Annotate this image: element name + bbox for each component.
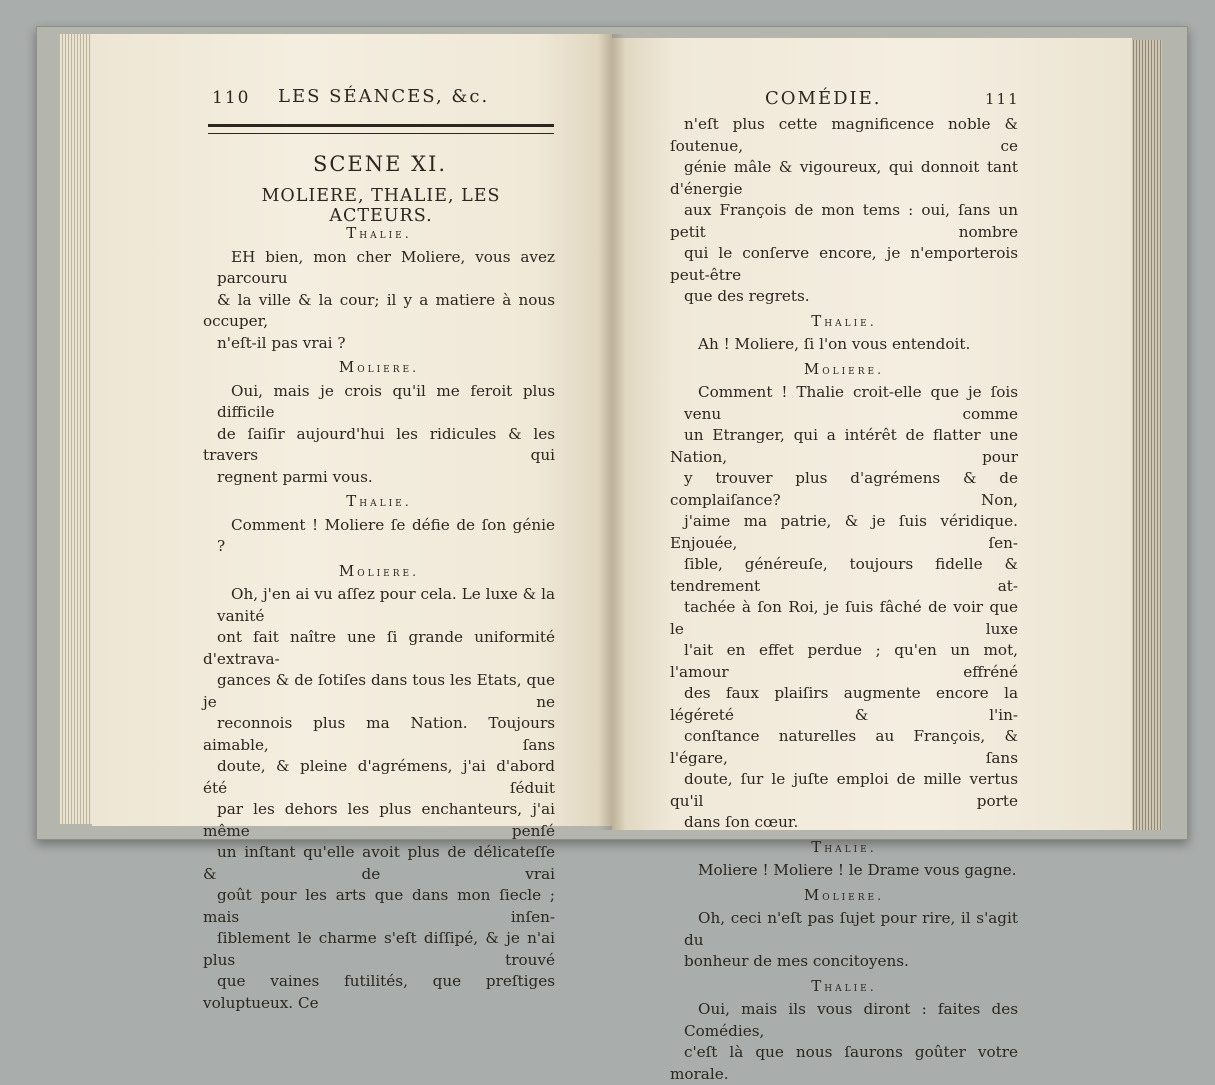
text-line: génie mâle & vigoureux, qui donnoit tant d'énergie bbox=[670, 158, 1018, 198]
speaker-name: Moliere. bbox=[338, 561, 420, 580]
dialogue-paragraph bbox=[670, 334, 1018, 356]
text-line: Comment ! Moliere ſe défie de ſon génie ? bbox=[217, 515, 555, 555]
text-line: ſible, généreuſe, toujours fidelle & tendrement at- bbox=[670, 555, 1018, 595]
text-line: Oh, j'en ai vu aſſez pour cela. Le luxe & la vanité bbox=[217, 585, 555, 625]
text-line: regnent parmi vous. bbox=[217, 467, 373, 486]
text-line: tachée à ſon Roi, je ſuis fâché de voir que le luxe bbox=[670, 598, 1018, 638]
text-line: bonheur de mes concitoyens. bbox=[684, 952, 909, 970]
speaker-name: Thalie. bbox=[811, 311, 877, 330]
text-line: gances & de ſotiſes dans tous les Etats, que je ne bbox=[203, 671, 555, 711]
text-line: aux François de mon tems : oui, ſans un petit nombre bbox=[670, 201, 1018, 241]
right-page-number: 111 bbox=[985, 90, 1020, 108]
text-line: reconnois plus ma Nation. Toujours aimable, ſans bbox=[203, 714, 555, 754]
text-line: des faux plaiſirs augmente encore la légéreté & l'in- bbox=[670, 684, 1018, 724]
text-line: doute, ſur le juſte emploi de mille vertus qu'il porte bbox=[670, 770, 1018, 810]
dialogue-paragraph bbox=[670, 114, 1018, 308]
text-line: EH bien, mon cher Moliere, vous avez parcouru bbox=[217, 247, 555, 287]
dialogue-paragraph bbox=[203, 247, 555, 355]
text-line: ont fait naître une ſi grande uniformité d'extrava- bbox=[203, 628, 555, 668]
text-line: Ah ! Moliere, ſi l'on vous entendoit. bbox=[698, 335, 971, 353]
text-line: dans ſon cœur. bbox=[684, 813, 799, 831]
text-line: un Etranger, qui a intérêt de flatter une Nation, pour bbox=[670, 426, 1018, 466]
text-line: n'eſt plus cette magnificence noble & ſoutenue, ce bbox=[670, 115, 1018, 155]
text-line: un inſtant qu'elle avoit plus de délicateſſe & de vrai bbox=[203, 843, 555, 883]
text-line: goût pour les arts que dans mon ſiecle ; mais inſen- bbox=[203, 886, 555, 926]
heading-rule bbox=[208, 124, 554, 134]
text-line: y trouver plus d'agrémens & de complaiſance? Non, bbox=[670, 469, 1018, 509]
speaker-name: Moliere. bbox=[803, 885, 885, 904]
speaker-name: Thalie. bbox=[811, 837, 877, 856]
cast-list: MOLIERE, THALIE, LES ACTEURS. bbox=[261, 186, 501, 226]
dialogue-paragraph bbox=[670, 999, 1018, 1085]
text-line: conſtance naturelles au François, & l'égare, ſans bbox=[670, 727, 1018, 767]
speaker-name: Moliere. bbox=[803, 359, 885, 378]
text-line: Oh, ceci n'eſt pas ſujet pour rire, il s'agit du bbox=[684, 909, 1018, 949]
text-line: que des regrets. bbox=[684, 287, 810, 305]
dialogue-paragraph bbox=[670, 860, 1018, 882]
text-line: c'eſt là que nous ſaurons goûter votre morale. bbox=[670, 1043, 1018, 1083]
text-line: de ſaiſir aujourd'hui les ridicules & les travers qui bbox=[203, 424, 555, 464]
text-line: l'ait en effet perdue ; qu'en un mot, l'amour effréné bbox=[670, 641, 1018, 681]
text-line: n'eſt-il pas vrai ? bbox=[217, 333, 346, 352]
text-line: Oui, mais je crois qu'il me feroit plus difficile bbox=[217, 381, 555, 421]
speaker-name: Thalie. bbox=[346, 492, 412, 510]
text-line: doute, & pleine d'agrémens, j'ai d'abord été ſéduit bbox=[203, 757, 555, 797]
text-line: ſiblement le charme s'eſt diſſipé, & je n'ai plus trouvé bbox=[203, 929, 555, 969]
speaker-name: Thalie. bbox=[346, 224, 412, 242]
speaker-name: Moliere. bbox=[338, 358, 420, 376]
book-gutter bbox=[598, 34, 626, 830]
text-line: Oui, mais ils vous diront : faites des Comédies, bbox=[684, 1000, 1018, 1040]
text-line: j'aime ma patrie, & je ſuis véridique. Enjouée, ſen- bbox=[670, 512, 1018, 552]
dialogue-paragraph bbox=[670, 382, 1018, 834]
text-line: que vaines futilités, que preſtiges voluptueux. Ce bbox=[203, 972, 555, 1012]
dialogue-paragraph bbox=[203, 515, 555, 558]
right-page-text bbox=[670, 114, 1018, 1085]
text-line: par les dehors les plus enchanteurs, j'ai même penſé bbox=[203, 800, 555, 840]
dialogue-paragraph bbox=[203, 381, 555, 489]
left-page-number: 110 bbox=[212, 88, 251, 108]
text-line: Comment ! Thalie croit-elle que je ſois venu comme bbox=[684, 383, 1018, 423]
right-running-head: COMÉDIE. bbox=[765, 88, 882, 109]
page-edges-right bbox=[1128, 40, 1162, 830]
text-line: Moliere ! Moliere ! le Drame vous gagne. bbox=[698, 861, 1017, 879]
speaker-name: Thalie. bbox=[811, 976, 877, 995]
dialogue-paragraph bbox=[670, 908, 1018, 973]
left-page-text bbox=[203, 220, 555, 1014]
scene-title: SCENE XI. bbox=[312, 152, 448, 176]
text-line: qui le conſerve encore, je n'emporterois peut-être bbox=[670, 244, 1018, 284]
text-line: & la ville & la cour; il y a matiere à nous occuper, bbox=[203, 290, 555, 330]
dialogue-paragraph bbox=[203, 584, 555, 1014]
left-running-head: LES SÉANCES, &c. bbox=[278, 86, 490, 107]
